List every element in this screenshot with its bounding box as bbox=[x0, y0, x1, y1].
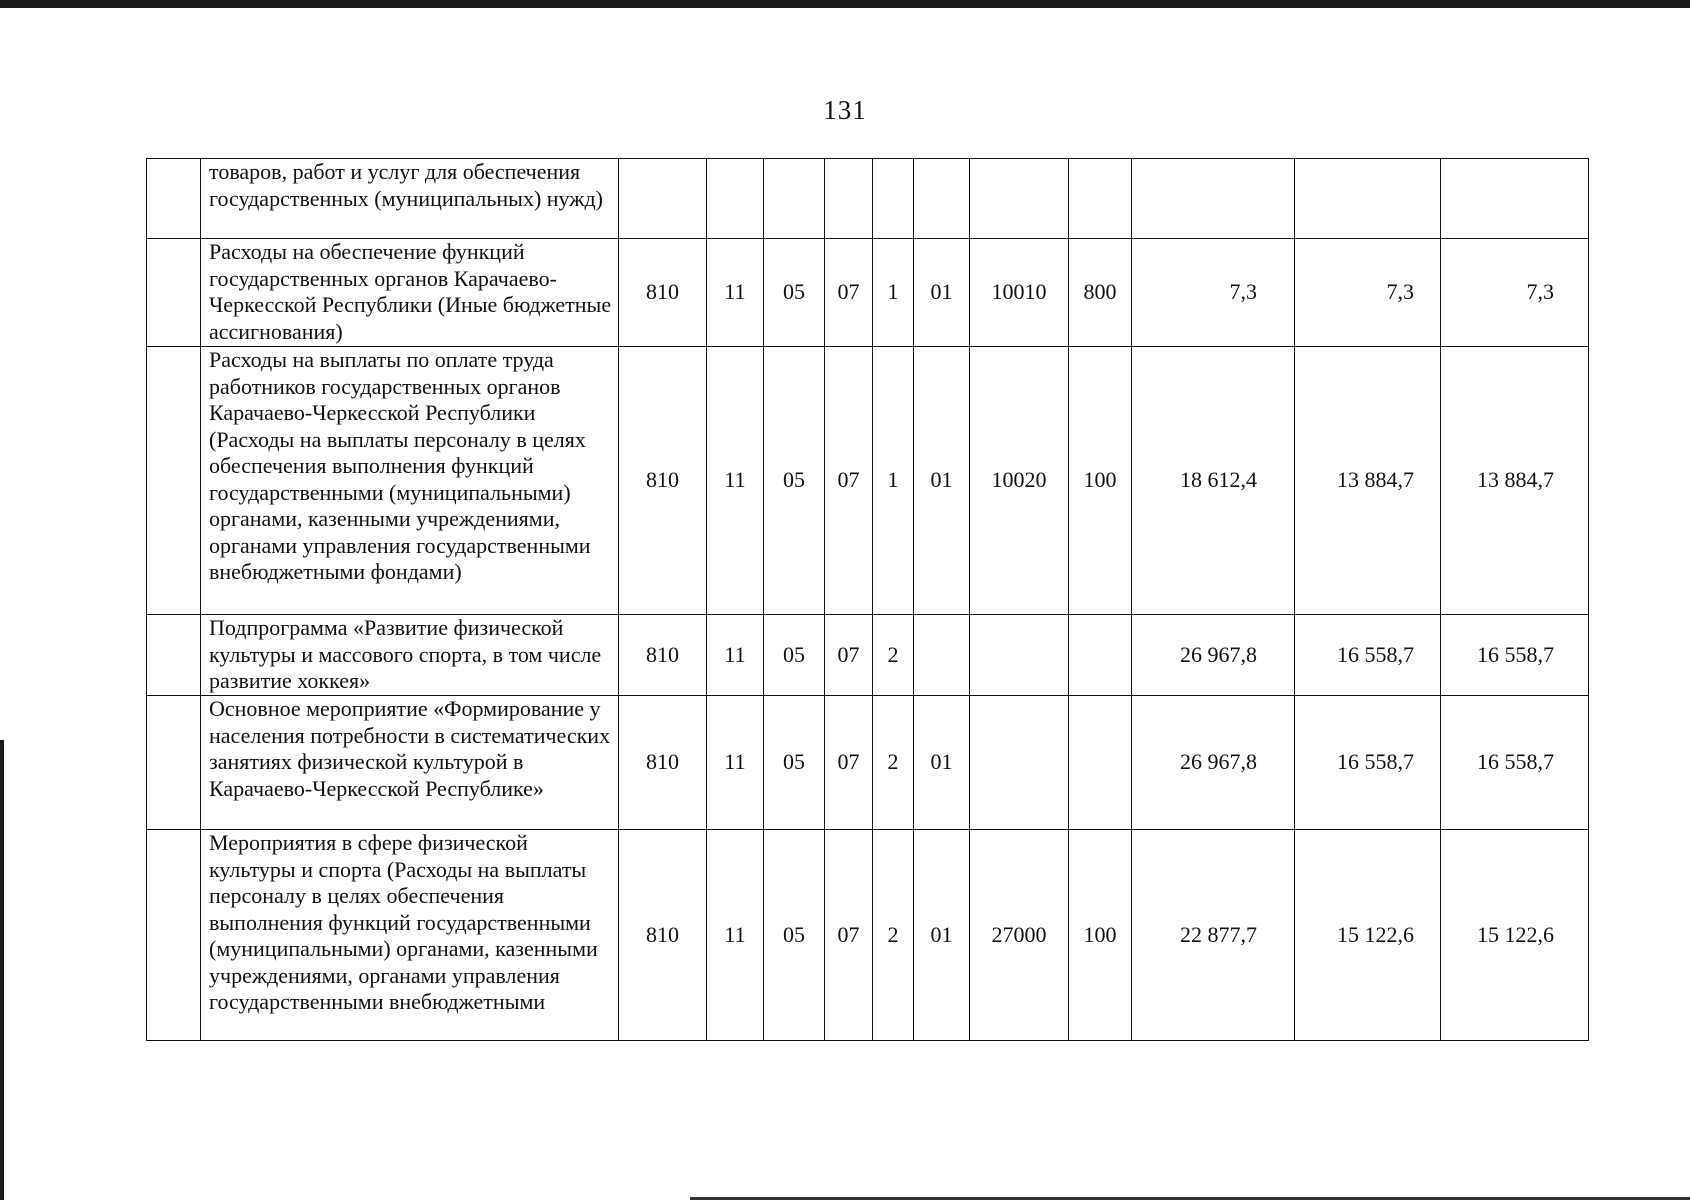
code-expense-type: 100 bbox=[1069, 347, 1132, 615]
code-subprogram: 1 bbox=[873, 347, 914, 615]
row-description: Расходы на обеспечение функций государственных органов Карачаево-Черкесской Республики (Иные бюджетные ассигнования) bbox=[201, 239, 619, 347]
row-description: Расходы на выплаты по оплате труда работников государственных органов Карачаево-Черкесской Республики (Расходы на выплаты персоналу в целях обеспечения выполнения функций государственными (муниципальными) органами, казенными учреждениями, органами управления государственными внебюджетными фондами) bbox=[201, 347, 619, 615]
code-ministry: 810 bbox=[619, 347, 707, 615]
row-index-cell bbox=[147, 830, 201, 1041]
code-program: 07 bbox=[825, 615, 873, 696]
row-index-cell bbox=[147, 696, 201, 830]
code-subprogram: 1 bbox=[873, 239, 914, 347]
amount-year-3: 15 122,6 bbox=[1441, 830, 1589, 1041]
row-description: Мероприятия в сфере физической культуры и спорта (Расходы на выплаты персоналу в целях обеспечения выполнения функций государственными (муниципальными) органами, казенными учреждениями, органами управления государственными внебюджетными bbox=[201, 830, 619, 1041]
code-ministry: 810 bbox=[619, 830, 707, 1041]
code-subsection: 05 bbox=[764, 696, 825, 830]
row-index-cell bbox=[147, 159, 201, 239]
row-description: Основное мероприятие «Формирование у населения потребности в систематических занятиях физической культурой в Карачаево-Черкесской Республике» bbox=[201, 696, 619, 830]
scan-top-border bbox=[0, 0, 1690, 8]
amount-year-1 bbox=[1132, 159, 1295, 239]
row-description: Подпрограмма «Развитие физической культуры и массового спорта, в том числе развитие хоккея» bbox=[201, 615, 619, 696]
code-section bbox=[707, 159, 764, 239]
code-subsection: 05 bbox=[764, 830, 825, 1041]
code-subprogram: 2 bbox=[873, 615, 914, 696]
code-ministry: 810 bbox=[619, 615, 707, 696]
code-subsection: 05 bbox=[764, 239, 825, 347]
amount-year-3: 16 558,7 bbox=[1441, 696, 1589, 830]
code-activity: 01 bbox=[914, 696, 970, 830]
code-activity: 01 bbox=[914, 830, 970, 1041]
table-row bbox=[147, 159, 1589, 239]
code-activity bbox=[914, 159, 970, 239]
code-program: 07 bbox=[825, 830, 873, 1041]
table-row bbox=[147, 696, 1589, 830]
code-ministry: 810 bbox=[619, 239, 707, 347]
code-direction: 27000 bbox=[970, 830, 1069, 1041]
table-row bbox=[147, 347, 1589, 615]
row-index-cell bbox=[147, 239, 201, 347]
code-activity: 01 bbox=[914, 239, 970, 347]
amount-year-2: 16 558,7 bbox=[1295, 615, 1441, 696]
amount-year-3: 13 884,7 bbox=[1441, 347, 1589, 615]
code-direction: 10010 bbox=[970, 239, 1069, 347]
amount-year-2: 7,3 bbox=[1295, 239, 1441, 347]
code-subprogram bbox=[873, 159, 914, 239]
amount-year-2: 16 558,7 bbox=[1295, 696, 1441, 830]
code-expense-type: 800 bbox=[1069, 239, 1132, 347]
code-ministry: 810 bbox=[619, 696, 707, 830]
budget-table bbox=[146, 158, 1589, 1041]
code-section: 11 bbox=[707, 830, 764, 1041]
code-activity bbox=[914, 615, 970, 696]
amount-year-1: 7,3 bbox=[1132, 239, 1295, 347]
table-row bbox=[147, 615, 1589, 696]
amount-year-1: 22 877,7 bbox=[1132, 830, 1295, 1041]
amount-year-3 bbox=[1441, 159, 1589, 239]
code-direction: 10020 bbox=[970, 347, 1069, 615]
amount-year-2: 13 884,7 bbox=[1295, 347, 1441, 615]
code-program: 07 bbox=[825, 347, 873, 615]
row-index-cell bbox=[147, 347, 201, 615]
table-row bbox=[147, 830, 1589, 1041]
scan-left-edge bbox=[0, 740, 4, 1200]
code-ministry bbox=[619, 159, 707, 239]
amount-year-1: 18 612,4 bbox=[1132, 347, 1295, 615]
code-section: 11 bbox=[707, 696, 764, 830]
code-direction bbox=[970, 159, 1069, 239]
code-subsection bbox=[764, 159, 825, 239]
code-section: 11 bbox=[707, 239, 764, 347]
code-expense-type bbox=[1069, 159, 1132, 239]
table-row bbox=[147, 239, 1589, 347]
amount-year-3: 16 558,7 bbox=[1441, 615, 1589, 696]
code-expense-type: 100 bbox=[1069, 830, 1132, 1041]
code-program: 07 bbox=[825, 239, 873, 347]
code-activity: 01 bbox=[914, 347, 970, 615]
code-subprogram: 2 bbox=[873, 830, 914, 1041]
amount-year-2: 15 122,6 bbox=[1295, 830, 1441, 1041]
code-section: 11 bbox=[707, 615, 764, 696]
code-subprogram: 2 bbox=[873, 696, 914, 830]
code-direction bbox=[970, 615, 1069, 696]
code-program: 07 bbox=[825, 696, 873, 830]
row-index-cell bbox=[147, 615, 201, 696]
amount-year-1: 26 967,8 bbox=[1132, 615, 1295, 696]
code-expense-type bbox=[1069, 615, 1132, 696]
page-number: 131 bbox=[823, 95, 867, 125]
amount-year-1: 26 967,8 bbox=[1132, 696, 1295, 830]
code-direction bbox=[970, 696, 1069, 830]
amount-year-2 bbox=[1295, 159, 1441, 239]
code-section: 11 bbox=[707, 347, 764, 615]
code-subsection: 05 bbox=[764, 615, 825, 696]
code-subsection: 05 bbox=[764, 347, 825, 615]
code-expense-type bbox=[1069, 696, 1132, 830]
code-program bbox=[825, 159, 873, 239]
amount-year-3: 7,3 bbox=[1441, 239, 1589, 347]
row-description: товаров, работ и услуг для обеспечения государственных (муниципальных) нужд) bbox=[201, 159, 619, 239]
